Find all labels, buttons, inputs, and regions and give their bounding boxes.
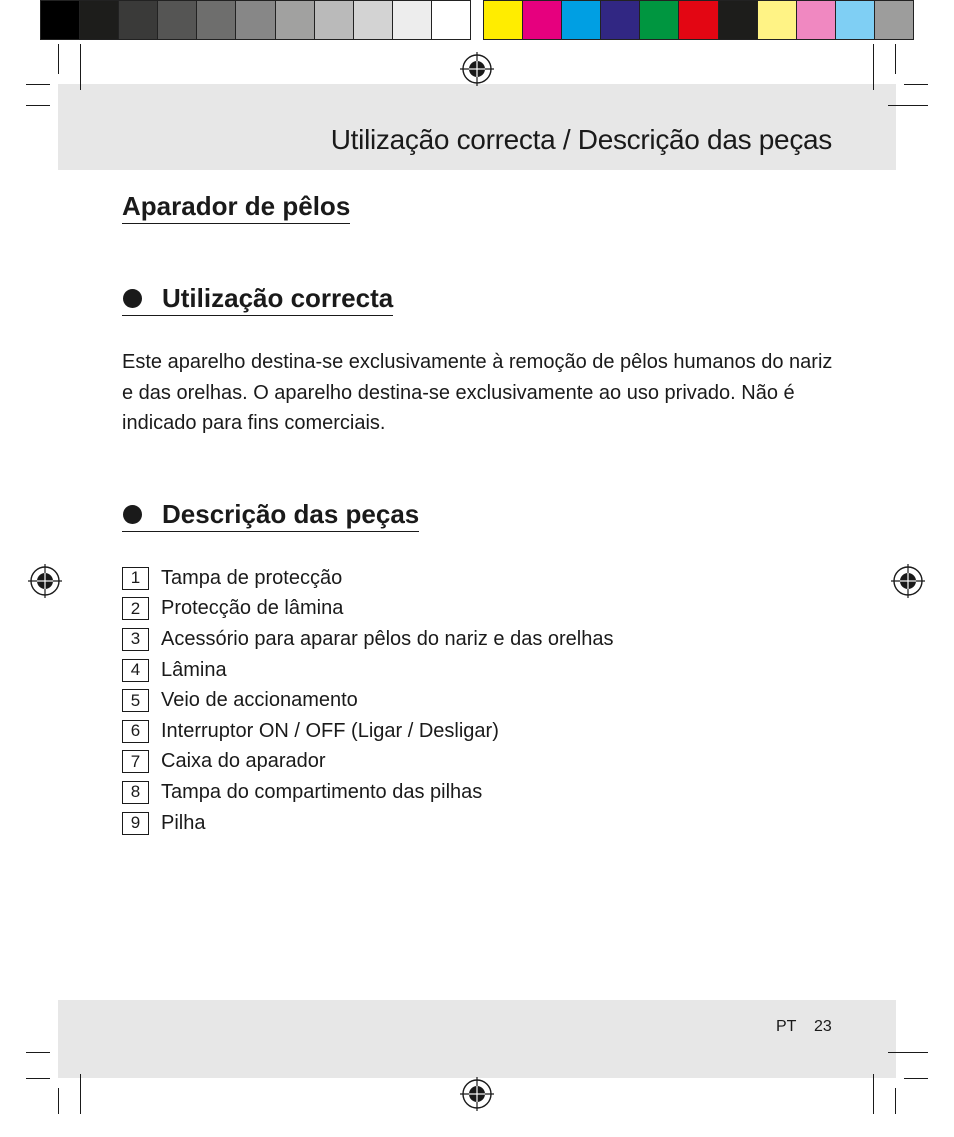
color-swatch <box>601 1 640 39</box>
crop-mark <box>80 1074 81 1114</box>
part-number: 4 <box>122 659 149 682</box>
crop-mark <box>904 84 928 85</box>
color-swatch <box>432 1 470 39</box>
crop-mark <box>895 1088 896 1114</box>
color-swatch <box>41 1 80 39</box>
color-swatch <box>523 1 562 39</box>
list-item <box>122 594 613 625</box>
color-swatch <box>719 1 758 39</box>
part-label: Tampa de protecção <box>161 566 343 589</box>
section-heading-label: Descrição das peças <box>162 499 420 529</box>
registration-mark-icon <box>460 52 494 86</box>
section-heading-use <box>122 282 393 316</box>
crop-mark <box>26 84 50 85</box>
crop-mark <box>80 44 81 90</box>
part-label: Caixa do aparador <box>161 750 326 773</box>
section-heading-label: Utilização correcta <box>162 283 394 313</box>
part-label: Tampa do compartimento das pilhas <box>161 780 483 803</box>
color-swatch <box>758 1 797 39</box>
registration-mark-icon <box>891 564 925 598</box>
registration-mark-icon <box>460 1077 494 1111</box>
page-title: Utilização correcta / Descrição das peças <box>330 124 832 155</box>
color-swatch <box>276 1 315 39</box>
color-swatch <box>197 1 236 39</box>
color-swatch <box>119 1 158 39</box>
process-color-bar <box>483 0 914 40</box>
color-swatch <box>315 1 354 39</box>
part-number: 1 <box>122 567 149 590</box>
bullet-icon <box>123 289 142 308</box>
footer-language: PT <box>776 1018 797 1035</box>
list-item <box>122 655 613 686</box>
list-item <box>122 685 613 716</box>
color-swatch <box>797 1 836 39</box>
part-label: Lâmina <box>161 658 227 681</box>
color-swatch <box>836 1 875 39</box>
crop-mark <box>26 105 50 106</box>
part-label: Interruptor ON / OFF (Ligar / Desligar) <box>161 719 499 742</box>
list-item <box>122 716 613 747</box>
color-swatch <box>875 1 913 39</box>
color-swatch <box>393 1 432 39</box>
color-swatch <box>484 1 523 39</box>
intended-use-text: Este aparelho destina-se exclusivamente à remoção de pêlos humanos do nariz e das orelhas. O aparelho destina-se exclusivamente ao uso privado. Não é indicado para fins comerciais. <box>122 351 833 434</box>
part-label: Acessório para aparar pêlos do nariz e das orelhas <box>161 627 614 650</box>
crop-mark <box>58 1088 59 1114</box>
list-item <box>122 808 613 839</box>
crop-mark <box>873 1074 874 1114</box>
product-heading: Aparador de pêlos <box>122 190 350 224</box>
crop-mark <box>26 1078 50 1079</box>
gray-color-bar <box>40 0 471 40</box>
part-number: 9 <box>122 812 149 835</box>
footer-band <box>58 1000 896 1078</box>
list-item <box>122 777 613 808</box>
crop-mark <box>895 44 896 74</box>
list-item <box>122 747 613 778</box>
list-item <box>122 624 613 655</box>
part-label: Veio de accionamento <box>161 689 358 712</box>
color-swatch <box>640 1 679 39</box>
page-number: 23 <box>814 1018 832 1035</box>
section-heading-parts <box>122 498 419 532</box>
bullet-icon <box>123 505 142 524</box>
part-label: Protecção de lâmina <box>161 597 344 620</box>
color-swatch <box>562 1 601 39</box>
color-swatch <box>80 1 119 39</box>
part-number: 7 <box>122 750 149 773</box>
parts-list <box>122 563 613 838</box>
part-number: 2 <box>122 597 149 620</box>
crop-mark <box>873 44 874 90</box>
crop-mark <box>888 105 928 106</box>
part-number: 8 <box>122 781 149 804</box>
part-number: 3 <box>122 628 149 651</box>
color-swatch <box>679 1 718 39</box>
color-swatch <box>158 1 197 39</box>
part-label: Pilha <box>161 811 206 834</box>
crop-mark <box>904 1078 928 1079</box>
crop-mark <box>888 1052 928 1053</box>
list-item <box>122 563 613 594</box>
part-number: 5 <box>122 689 149 712</box>
color-swatch <box>354 1 393 39</box>
registration-mark-icon <box>28 564 62 598</box>
color-swatch <box>236 1 275 39</box>
crop-mark <box>58 44 59 74</box>
crop-mark <box>26 1052 50 1053</box>
part-number: 6 <box>122 720 149 743</box>
